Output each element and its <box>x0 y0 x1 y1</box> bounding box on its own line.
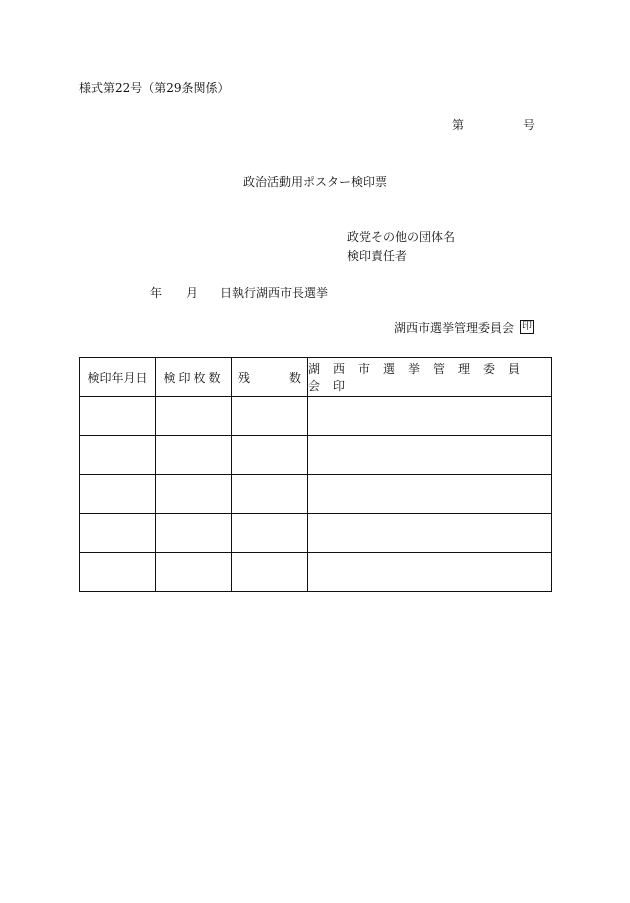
cell-remaining[interactable] <box>232 553 308 592</box>
table-row <box>80 475 552 514</box>
document-title: 政治活動用ポスター検印票 <box>243 175 388 189</box>
table-header-row <box>80 358 552 397</box>
table-row <box>80 514 552 553</box>
cell-date[interactable] <box>80 514 156 553</box>
cell-remaining[interactable] <box>232 436 308 475</box>
cell-date[interactable] <box>80 475 156 514</box>
organization-name-label: 政党その他の団体名 <box>347 230 456 244</box>
inspector-label: 検印責任者 <box>347 249 408 263</box>
cell-remaining[interactable] <box>232 397 308 436</box>
table-row <box>80 397 552 436</box>
header-inspection-count: 検印枚数 <box>156 358 232 397</box>
election-year-label: 年 <box>150 286 163 300</box>
committee-name: 湖西市選挙管理委員会 <box>394 321 515 335</box>
cell-remaining[interactable] <box>232 475 308 514</box>
cell-date[interactable] <box>80 397 156 436</box>
document-number-suffix: 号 <box>523 118 536 132</box>
election-day-and-name: 日執行湖西市長選挙 <box>220 286 329 300</box>
election-month-label: 月 <box>186 286 199 300</box>
cell-seal[interactable] <box>308 553 552 592</box>
cell-count[interactable] <box>156 475 232 514</box>
committee-seal: 印 <box>522 321 532 332</box>
cell-seal[interactable] <box>308 397 552 436</box>
cell-seal[interactable] <box>308 514 552 553</box>
table-row <box>80 436 552 475</box>
cell-date[interactable] <box>80 553 156 592</box>
cell-count[interactable] <box>156 514 232 553</box>
cell-count[interactable] <box>156 397 232 436</box>
cell-count[interactable] <box>156 553 232 592</box>
header-inspection-date: 検印年月日 <box>80 358 156 397</box>
inspection-table <box>79 357 552 592</box>
cell-seal[interactable] <box>308 436 552 475</box>
cell-date[interactable] <box>80 436 156 475</box>
header-remaining-left: 残 <box>238 370 251 385</box>
document-number-prefix: 第 <box>452 118 465 132</box>
cell-count[interactable] <box>156 436 232 475</box>
cell-remaining[interactable] <box>232 514 308 553</box>
header-committee-seal: 湖西市選挙管理委員会印 <box>308 358 552 397</box>
cell-seal[interactable] <box>308 475 552 514</box>
header-remaining-right: 数 <box>288 370 301 385</box>
header-remaining <box>232 358 308 397</box>
form-number: 様式第22号（第29条関係） <box>79 81 230 95</box>
table-row <box>80 553 552 592</box>
